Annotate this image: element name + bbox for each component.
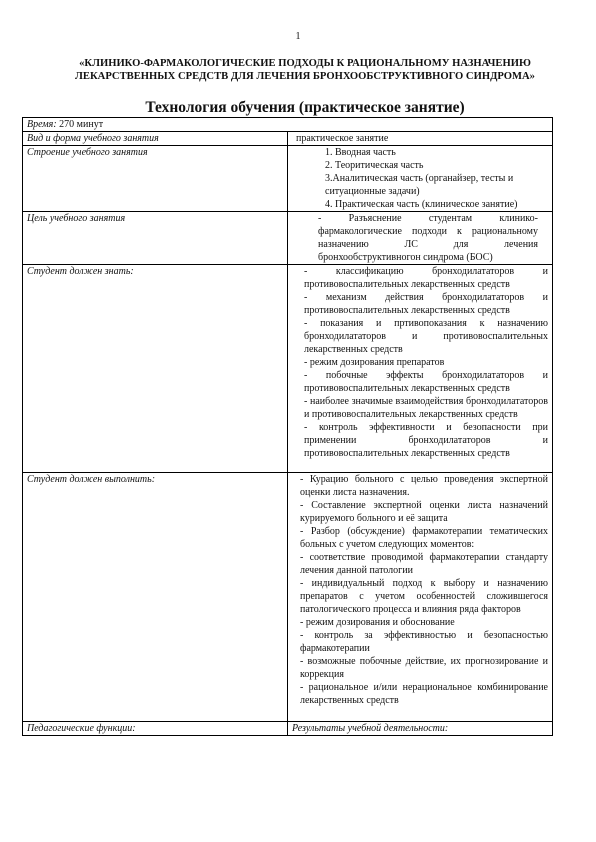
structure-item: 4. Практическая часть (клиническое занятие) (325, 199, 518, 210)
do-list (292, 473, 548, 707)
time-label: Время: (27, 119, 57, 130)
know-item: - показания и пртивопоказания к назначению бронходилататоров и противовоспалительных лекарственных средств (304, 318, 548, 355)
do-item: - Составление экспертной оценки листа назначений курируемого больного и её защита (300, 500, 548, 524)
form-label: Вид и форма учебного занятия (23, 132, 288, 146)
form-value: практическое занятие (288, 132, 553, 146)
goal-text-block (292, 212, 548, 264)
know-item: - побочные эффекты бронходилататоров и противовоспалительных лекарственных средств (304, 370, 548, 394)
know-item: - механизм действия бронходилататоров и противовоспалительных лекарственных средств (304, 292, 548, 316)
row-know (23, 265, 553, 473)
do-cell (288, 473, 553, 722)
structure-list (292, 146, 548, 211)
structure-item: 2. Теоритическая часть (325, 160, 424, 171)
do-item: - возможные побочные действие, их прогнозирование и коррекция (300, 656, 548, 680)
do-label: Студент должен выполнить: (23, 473, 288, 722)
structure-item: 3.Аналитическая часть (органайзер, тесты и ситуационные задачи) (325, 173, 514, 197)
do-item: - индивидуальный подход к выбору и назначению препаратов с учетом особенностей сложившегося патологического процесса и влияния ряда факторов (300, 578, 548, 615)
do-item: - режим дозирования и обоснование (300, 617, 455, 628)
know-list (292, 265, 548, 460)
structure-cell (288, 146, 553, 212)
time-value: 270 минут (59, 119, 104, 130)
row-pedagogic (23, 722, 553, 736)
row-time (23, 118, 553, 132)
do-item: - соответствие проводимой фармакотерапии стандарту лечения данной патологии (300, 552, 548, 576)
know-item: - классификацию бронходилататоров и противовоспалительных лекарственных средств (304, 266, 548, 290)
row-structure (23, 146, 553, 212)
know-item: - наиболее значимые взаимодействия бронходилататоров и противовоспалительных лекарственных средств (304, 396, 548, 420)
do-item: - рациональное и/или нерациональное комбинирование лекарственных средств (300, 682, 548, 706)
lesson-table (22, 117, 553, 736)
document-title: «КЛИНИКО-ФАРМАКОЛОГИЧЕСКИЕ ПОДХОДЫ К РАЦИОНАЛЬНОМУ НАЗНАЧЕНИЮ ЛЕКАРСТВЕННЫХ СРЕДСТВ ДЛЯ ЛЕЧЕНИЯ БРОНХООБСТРУКТИВНОГО СИНДРОМА» (75, 58, 535, 82)
goal-label: Цель учебного занятия (23, 212, 288, 265)
do-item: - контроль за эффективностью и безопасностью фармакотерапии (300, 630, 548, 654)
know-cell (288, 265, 553, 473)
row-do (23, 473, 553, 722)
document-subtitle: Технология обучения (практическое занятие) (145, 99, 465, 116)
do-item: - Курацию больного с целью проведения экспертной оценки листа назначения. (300, 474, 548, 498)
know-item: - режим дозирования препаратов (304, 357, 445, 368)
goal-text: - Разъяснение студентам клинико-фармакологические подходи к рациональному назначению ЛС для лечения бронхообструктивногон синдрома (БОС) (318, 213, 538, 263)
page-number: 1 (295, 31, 301, 42)
goal-cell (288, 212, 553, 265)
results-label: Результаты учебной деятельности: (288, 722, 553, 736)
structure-label: Строение учебного занятия (23, 146, 288, 212)
pedagogic-label: Педагогические функции: (23, 722, 288, 736)
row-goal (23, 212, 553, 265)
know-item: - контроль эффективности и безопасности при применении бронходилататоров и противовоспалительных лекарственных средств (304, 422, 548, 459)
row-form (23, 132, 553, 146)
do-item: - Разбор (обсуждение) фармакотерапии тематических больных с учетом следующих моментов: (300, 526, 548, 550)
know-label: Студент должен знать: (23, 265, 288, 473)
structure-item: 1. Вводная часть (325, 147, 396, 158)
